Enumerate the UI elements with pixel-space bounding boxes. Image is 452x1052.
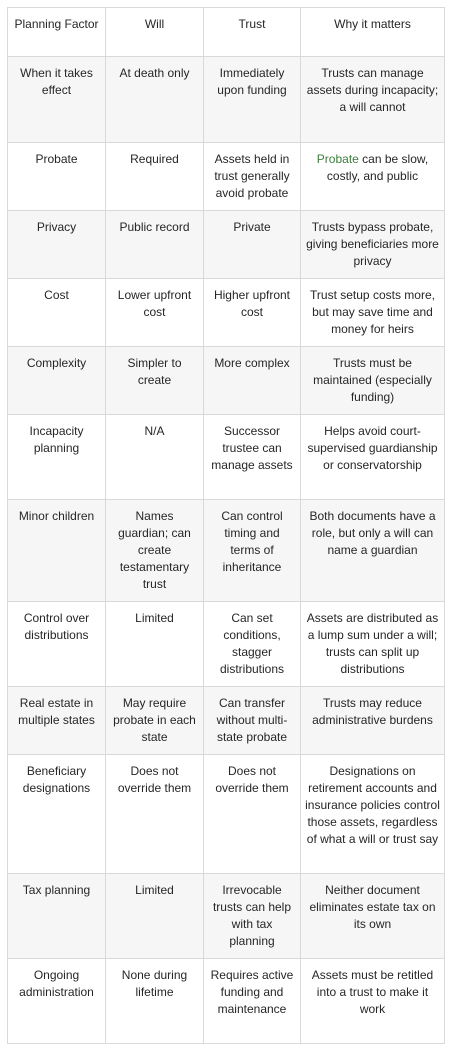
header-why-it-matters: Why it matters — [301, 8, 445, 57]
cell-trust: Immediately upon funding — [204, 57, 301, 143]
cell-will: None during lifetime — [106, 959, 204, 1044]
cell-factor: Ongoing administration — [8, 959, 106, 1044]
cell-will: Limited — [106, 874, 204, 959]
cell-factor: Probate — [8, 143, 106, 211]
cell-trust: Can transfer without multi-state probate — [204, 687, 301, 755]
cell-trust: Assets held in trust generally avoid probate — [204, 143, 301, 211]
cell-factor: Cost — [8, 279, 106, 347]
cell-why: Trusts may reduce administrative burdens — [301, 687, 445, 755]
cell-factor: Complexity — [8, 347, 106, 415]
cell-trust: Private — [204, 211, 301, 279]
table-row — [8, 57, 445, 143]
cell-will: Required — [106, 143, 204, 211]
table-row — [8, 687, 445, 755]
cell-factor: Privacy — [8, 211, 106, 279]
table-row — [8, 874, 445, 959]
cell-why: Both documents have a role, but only a will can name a guardian — [301, 500, 445, 602]
cell-will: Names guardian; can create testamentary trust — [106, 500, 204, 602]
cell-why: Assets must be retitled into a trust to make it work — [301, 959, 445, 1044]
table-row — [8, 959, 445, 1044]
table-row — [8, 279, 445, 347]
probate-link[interactable]: Probate — [316, 152, 359, 166]
cell-why: Assets are distributed as a lump sum under a will; trusts can split up distributions — [301, 602, 445, 687]
header-planning-factor: Planning Factor — [8, 8, 106, 57]
cell-trust: Requires active funding and maintenance — [204, 959, 301, 1044]
cell-factor: Tax planning — [8, 874, 106, 959]
header-row — [8, 8, 445, 57]
cell-will: At death only — [106, 57, 204, 143]
cell-factor: Beneficiary designations — [8, 755, 106, 874]
table-row — [8, 415, 445, 500]
header-will: Will — [106, 8, 204, 57]
cell-why: Trusts bypass probate, giving beneficiaries more privacy — [301, 211, 445, 279]
cell-factor: Real estate in multiple states — [8, 687, 106, 755]
cell-trust: Irrevocable trusts can help with tax planning — [204, 874, 301, 959]
cell-trust: Does not override them — [204, 755, 301, 874]
table-row — [8, 347, 445, 415]
header-trust: Trust — [204, 8, 301, 57]
cell-will: Does not override them — [106, 755, 204, 874]
cell-trust: Can control timing and terms of inheritance — [204, 500, 301, 602]
cell-trust: Higher upfront cost — [204, 279, 301, 347]
table-row — [8, 755, 445, 874]
table-row — [8, 500, 445, 602]
cell-factor: Minor children — [8, 500, 106, 602]
cell-why: Helps avoid court-supervised guardianship or conservatorship — [301, 415, 445, 500]
comparison-table — [7, 7, 445, 1044]
cell-will: Public record — [106, 211, 204, 279]
cell-will: Lower upfront cost — [106, 279, 204, 347]
table-row — [8, 211, 445, 279]
cell-will: Limited — [106, 602, 204, 687]
cell-trust: More complex — [204, 347, 301, 415]
cell-factor: Control over distributions — [8, 602, 106, 687]
cell-factor: Incapacity planning — [8, 415, 106, 500]
cell-why — [301, 143, 445, 211]
cell-trust: Can set conditions, stagger distributions — [204, 602, 301, 687]
cell-why: Designations on retirement accounts and insurance policies control those assets, regardless of what a will or trust say — [301, 755, 445, 874]
cell-why-text: can be slow, costly, and public — [326, 152, 429, 183]
table-row — [8, 602, 445, 687]
cell-why: Trusts must be maintained (especially funding) — [301, 347, 445, 415]
cell-will: N/A — [106, 415, 204, 500]
cell-will: Simpler to create — [106, 347, 204, 415]
cell-trust: Successor trustee can manage assets — [204, 415, 301, 500]
cell-why: Neither document eliminates estate tax on its own — [301, 874, 445, 959]
cell-factor: When it takes effect — [8, 57, 106, 143]
table-row — [8, 143, 445, 211]
cell-why: Trusts can manage assets during incapacity; a will cannot — [301, 57, 445, 143]
cell-will: May require probate in each state — [106, 687, 204, 755]
cell-why: Trust setup costs more, but may save time and money for heirs — [301, 279, 445, 347]
